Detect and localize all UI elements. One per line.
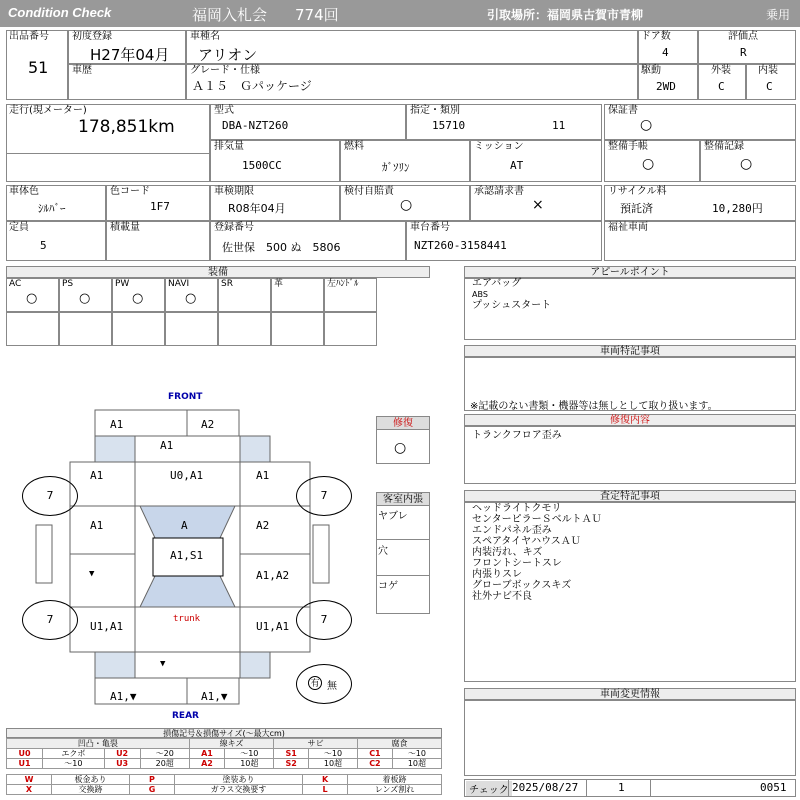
chassis-value: NZT260-3158441	[414, 239, 507, 252]
legend-symbol-desc: レンズ割れ	[348, 785, 442, 795]
change-info-body	[464, 700, 796, 776]
repair-box-value: ○	[394, 440, 407, 456]
appeal-line: エアバッグ	[472, 278, 522, 289]
panel-roof-front: U0,A1	[170, 469, 204, 482]
equipment-item	[324, 278, 377, 312]
legend-desc: 〜20	[140, 749, 189, 759]
legend-symbol-desc: ガラス交換要す	[174, 785, 302, 795]
appeal-line: プッシュスタート	[472, 300, 552, 311]
inspector-list	[472, 503, 602, 602]
legend-symbol: K	[303, 775, 348, 785]
legend-desc: エクボ	[43, 749, 104, 759]
color-code-value: 1F7	[150, 200, 170, 213]
capacity-label: 定員	[9, 222, 29, 233]
legend-symbol: W	[7, 775, 52, 785]
equipment-item-label: AC	[9, 279, 22, 289]
legend-desc: 20超	[140, 759, 189, 769]
equipment-item-value: ○	[185, 291, 197, 306]
legend-desc: 〜10	[308, 749, 357, 759]
displacement-value: 1500CC	[242, 159, 282, 172]
welfare-label: 福祉車両	[608, 222, 648, 233]
tire-rear-right: 7	[296, 600, 352, 640]
footer-check-label: チェック	[466, 781, 512, 796]
special-note: ※記載のない書類・機器等は無しとして取り扱います。	[470, 401, 718, 412]
inspection-label: 車検期限	[214, 186, 254, 197]
legend-desc: 〜10	[43, 759, 104, 769]
chassis-label: 車台番号	[410, 222, 450, 233]
legend-code: S1	[274, 749, 309, 759]
inspector-header: 査定特記事項	[464, 490, 796, 502]
equipment-item-value: ○	[79, 291, 91, 306]
header-session: 774回	[295, 6, 339, 24]
repair-detail-header: 修復内容	[464, 414, 796, 426]
equipment-item-blank	[6, 312, 59, 346]
recycle-status: 預託済	[620, 202, 653, 215]
spare-no: 無	[327, 681, 337, 692]
doors-value: 4	[662, 46, 669, 59]
equipment-item	[59, 278, 112, 312]
interior-box-title: 客室内張	[376, 492, 430, 506]
grade-value: Ａ１５ Ｇパッケージ	[192, 79, 312, 93]
header-auction: 福岡入札会	[192, 6, 268, 24]
record-label: 整備記録	[704, 141, 744, 152]
legend-code: A1	[189, 749, 225, 759]
panel-fender-left: A1	[90, 469, 104, 482]
equipment-item	[271, 278, 324, 312]
repair-detail-line: トランクフロア歪み	[472, 430, 562, 441]
model-value: アリオン	[198, 46, 258, 64]
interior-divider	[376, 539, 430, 540]
legend-symbol: X	[7, 785, 52, 795]
header-category: 乗用	[766, 8, 791, 22]
legend-symbol-desc: 交換跡	[52, 785, 130, 795]
tire-front-left: 7	[22, 476, 78, 516]
warranty-value: ○	[640, 117, 653, 133]
fuel-value: ｶﾞｿﾘﾝ	[382, 161, 410, 174]
repair-box-title: 修復	[376, 416, 430, 430]
inspector-line: ヘッドライトクモリ	[472, 503, 562, 514]
doors-label: ドア数	[641, 31, 671, 42]
first-reg-value: H27年04月	[90, 46, 170, 64]
legend-code: U2	[104, 749, 140, 759]
legend-desc: 10超	[308, 759, 357, 769]
panel-door-fl: A1	[90, 519, 104, 532]
equipment-item-blank	[112, 312, 165, 346]
legend-group-name: サビ	[274, 739, 358, 749]
panel-rear-right: A1,▼	[201, 690, 228, 703]
equipment-item-value: ○	[132, 291, 144, 306]
inspector-line: エンドパネル歪み	[472, 525, 552, 536]
legend-symbol-desc: 板金あり	[52, 775, 130, 785]
mission-value: AT	[510, 159, 524, 172]
color-label: 車体色	[9, 186, 39, 197]
legend-symbol-table	[6, 774, 442, 795]
panel-rear-center: ▼	[160, 659, 166, 669]
panel-door-rl: ▼	[89, 569, 95, 579]
panel-windshield: A	[181, 519, 188, 532]
panel-front-left: A1	[110, 418, 124, 431]
inspector-line: フロントシートスレ	[472, 558, 562, 569]
legend-desc: 10超	[392, 759, 441, 769]
self-insurance-label: 検付自賠責	[344, 186, 394, 197]
spare-yes: 有	[308, 676, 322, 690]
equipment-item-blank	[59, 312, 112, 346]
warranty-label: 保証書	[608, 105, 638, 116]
legend-code: U3	[104, 759, 140, 769]
lot-label: 出品番号	[9, 31, 49, 42]
header-pickup: 引取場所：福岡県古賀市青柳	[487, 8, 644, 22]
inspector-line: 内張りスレ	[472, 569, 522, 580]
legend-title: 損傷記号＆損傷サイズ(〜最大cm)	[6, 728, 442, 738]
manual-value: ○	[642, 156, 655, 172]
appeal-line: ABS	[472, 290, 488, 299]
tire-front-right: 7	[296, 476, 352, 516]
panel-door-fr: A2	[256, 519, 270, 532]
legend-code: C2	[358, 759, 393, 769]
inspector-line: スペアタイヤハウスＡＵ	[472, 536, 581, 547]
color-value: ｼﾙﾊﾞｰ	[38, 202, 66, 215]
legend-symbol: P	[129, 775, 174, 785]
equipment-item-blank	[218, 312, 271, 346]
lot-value: 51	[28, 58, 49, 77]
mission-label: ミッション	[474, 141, 524, 152]
equipment-header: 装備	[6, 266, 430, 278]
front-label: FRONT	[168, 392, 203, 402]
legend-code: C1	[358, 749, 393, 759]
load-label: 積載量	[110, 222, 140, 233]
plate-value: 佐世保 500 ぬ 5806	[222, 241, 341, 254]
equipment-item-value: ○	[26, 291, 38, 306]
equipment-item	[6, 278, 59, 312]
panel-rear-left: A1,▼	[110, 690, 137, 703]
legend-symbol: L	[303, 785, 348, 795]
mileage-label: 走行(現メーター)	[9, 105, 87, 116]
type-value: DBA-NZT260	[222, 119, 289, 132]
interior-item: コゲ	[378, 581, 398, 592]
interior-value: C	[766, 80, 773, 93]
classification-value: 11	[552, 119, 566, 132]
inspector-line: センターピラーＳベルトＡＵ	[472, 514, 602, 525]
legend-symbol-desc: 塗装あり	[174, 775, 302, 785]
equipment-item-label: PS	[62, 279, 74, 289]
equipment-item-label: 左ﾊﾝﾄﾞﾙ	[327, 279, 359, 289]
first-reg-label: 初度登録	[72, 31, 112, 42]
legend-symbol: G	[129, 785, 174, 795]
grade-score-label: 評価点	[728, 31, 758, 42]
recycle-label: リサイクル料	[608, 186, 667, 197]
mileage-value: 178,851km	[78, 117, 175, 137]
designation-value: 15710	[432, 119, 466, 132]
record-value: ○	[740, 156, 753, 172]
legend-damage-table	[6, 738, 442, 769]
legend-code: U0	[7, 749, 43, 759]
interior-item: 穴	[378, 546, 388, 557]
legend-group-name: 線キズ	[189, 739, 274, 749]
inspector-line: グローブボックスキズ	[472, 580, 572, 591]
legend-group-name: 腐食	[358, 739, 442, 749]
equipment-item-label: NAVI	[168, 279, 190, 289]
equipment-item	[218, 278, 271, 312]
interior-label: 内装	[758, 65, 778, 76]
legend-desc: 10超	[225, 759, 274, 769]
designation-label: 指定・類別	[410, 105, 460, 116]
appeal-list	[472, 278, 551, 311]
panel-roof: A1,S1	[170, 549, 204, 562]
footer-divider-1	[508, 779, 509, 797]
legend-symbol-desc: 着板跡	[348, 775, 442, 785]
equipment-item-blank	[271, 312, 324, 346]
approval-value: ×	[532, 197, 544, 213]
panel-quarter-right: U1,A1	[256, 620, 290, 633]
equipment-item-label: PW	[115, 279, 130, 289]
footer-number: 0051	[760, 781, 787, 794]
equipment-item	[165, 278, 218, 312]
inspector-line: 社外ナビ不良	[472, 591, 532, 602]
panel-front-right: A2	[201, 418, 215, 431]
equipment-item-blank	[324, 312, 377, 346]
header-title-left: Condition Check	[8, 5, 112, 20]
exterior-value: C	[718, 80, 725, 93]
tire-rear-left: 7	[22, 600, 78, 640]
capacity-value: 5	[40, 239, 47, 252]
color-code-label: 色コード	[110, 186, 150, 197]
spare-circle	[296, 664, 352, 704]
panel-fender-right: A1	[256, 469, 270, 482]
panel-quarter-left: U1,A1	[90, 620, 124, 633]
inspector-line: 内装汚れ、キズ	[472, 547, 543, 558]
self-insurance-value: ○	[400, 197, 413, 213]
model-label: 車種名	[190, 31, 220, 42]
interior-divider	[376, 575, 430, 576]
footer-count: 1	[618, 781, 625, 794]
manual-label: 整備手帳	[608, 141, 648, 152]
grade-label: グレード・仕様	[190, 65, 260, 76]
equipment-item-label: 革	[274, 279, 284, 289]
equipment-item-label: SR	[221, 279, 233, 289]
inspection-value: R08年04月	[228, 202, 286, 215]
footer-date: 2025/08/27	[512, 781, 579, 794]
displacement-label: 排気量	[214, 141, 244, 152]
legend-desc: 〜10	[392, 749, 441, 759]
appeal-header: アピールポイント	[464, 266, 796, 278]
rear-label: REAR	[172, 711, 199, 721]
history-label: 車歴	[72, 65, 92, 76]
recycle-fee: 10,280円	[712, 202, 763, 215]
drive-value: 2WD	[656, 80, 676, 93]
panel-door-rr: A1,A2	[256, 569, 290, 582]
special-header: 車両特記事項	[464, 345, 796, 357]
approval-label: 承認請求書	[474, 186, 524, 197]
interior-item: ヤブレ	[378, 511, 408, 522]
drive-label: 駆動	[641, 65, 661, 76]
legend-code: U1	[7, 759, 43, 769]
equipment-item	[112, 278, 165, 312]
legend-group-name: 凹凸・亀裂	[7, 739, 190, 749]
legend-code: A2	[189, 759, 225, 769]
panel-hood: A1	[160, 439, 174, 452]
mileage-divider	[6, 153, 210, 154]
type-label: 型式	[214, 105, 234, 116]
change-info-header: 車両変更情報	[464, 688, 796, 700]
footer-divider-3	[650, 779, 651, 797]
equipment-item-blank	[165, 312, 218, 346]
plate-label: 登録番号	[214, 222, 254, 233]
fuel-label: 燃料	[344, 141, 364, 152]
legend-desc: 〜10	[225, 749, 274, 759]
trunk-label: trunk	[173, 614, 201, 624]
legend-code: S2	[274, 759, 309, 769]
header-bar	[0, 0, 800, 27]
footer-divider-2	[586, 779, 587, 797]
grade-score-value: R	[740, 46, 747, 59]
exterior-label: 外装	[711, 65, 731, 76]
